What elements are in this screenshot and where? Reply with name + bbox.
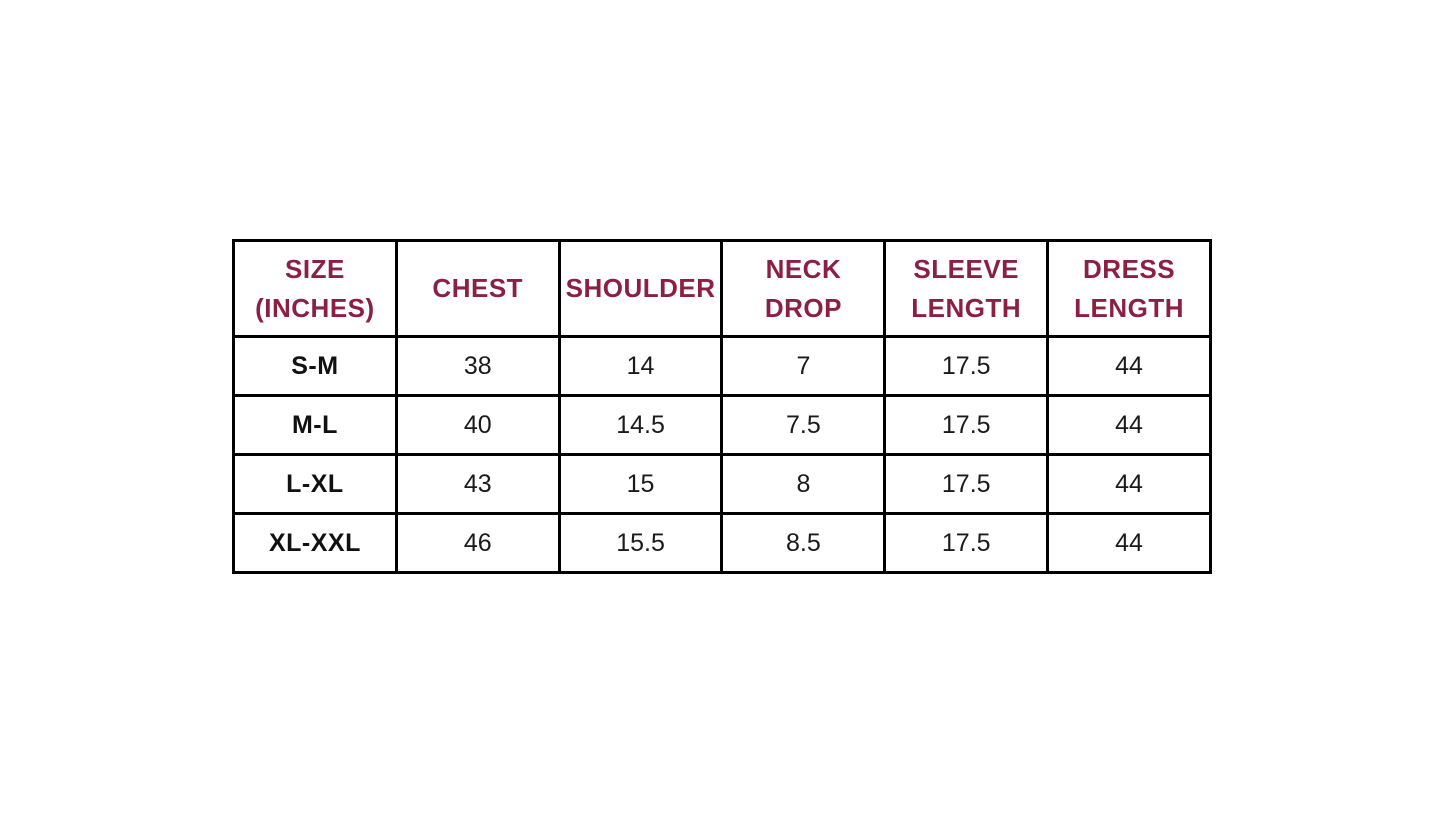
- row-label-xl-xxl: XL-XXL: [234, 514, 397, 573]
- cell-l-xl-chest: 43: [396, 455, 559, 514]
- size-chart-table: [232, 239, 1212, 574]
- cell-l-xl-shoulder: 15: [559, 455, 722, 514]
- cell-xl-xxl-shoulder: 15.5: [559, 514, 722, 573]
- cell-m-l-shoulder: 14.5: [559, 396, 722, 455]
- cell-s-m-shoulder: 14: [559, 337, 722, 396]
- cell-s-m-chest: 38: [396, 337, 559, 396]
- cell-m-l-dress-length: 44: [1048, 396, 1211, 455]
- table-row-l-xl: [234, 455, 1211, 514]
- header-cell-shoulder: SHOULDER: [559, 241, 722, 337]
- table-row-xl-xxl: [234, 514, 1211, 573]
- cell-l-xl-dress-length: 44: [1048, 455, 1211, 514]
- size-chart-header: [234, 241, 1211, 337]
- cell-s-m-sleeve-length: 17.5: [885, 337, 1048, 396]
- row-label-s-m: S-M: [234, 337, 397, 396]
- table-row-s-m: [234, 337, 1211, 396]
- cell-m-l-chest: 40: [396, 396, 559, 455]
- cell-s-m-neck-drop: 7: [722, 337, 885, 396]
- row-label-l-xl: L-XL: [234, 455, 397, 514]
- table-row-m-l: [234, 396, 1211, 455]
- cell-xl-xxl-dress-length: 44: [1048, 514, 1211, 573]
- cell-l-xl-neck-drop: 8: [722, 455, 885, 514]
- cell-xl-xxl-sleeve-length: 17.5: [885, 514, 1048, 573]
- header-cell-sleeve-length: SLEEVE LENGTH: [885, 241, 1048, 337]
- cell-m-l-sleeve-length: 17.5: [885, 396, 1048, 455]
- header-cell-neck-drop: NECK DROP: [722, 241, 885, 337]
- cell-xl-xxl-neck-drop: 8.5: [722, 514, 885, 573]
- cell-l-xl-sleeve-length: 17.5: [885, 455, 1048, 514]
- header-cell-size-inches: SIZE (INCHES): [234, 241, 397, 337]
- cell-m-l-neck-drop: 7.5: [722, 396, 885, 455]
- row-label-m-l: M-L: [234, 396, 397, 455]
- header-cell-dress-length: DRESS LENGTH: [1048, 241, 1211, 337]
- cell-s-m-dress-length: 44: [1048, 337, 1211, 396]
- header-row: [234, 241, 1211, 337]
- cell-xl-xxl-chest: 46: [396, 514, 559, 573]
- header-cell-chest: CHEST: [396, 241, 559, 337]
- size-chart-body: [234, 337, 1211, 573]
